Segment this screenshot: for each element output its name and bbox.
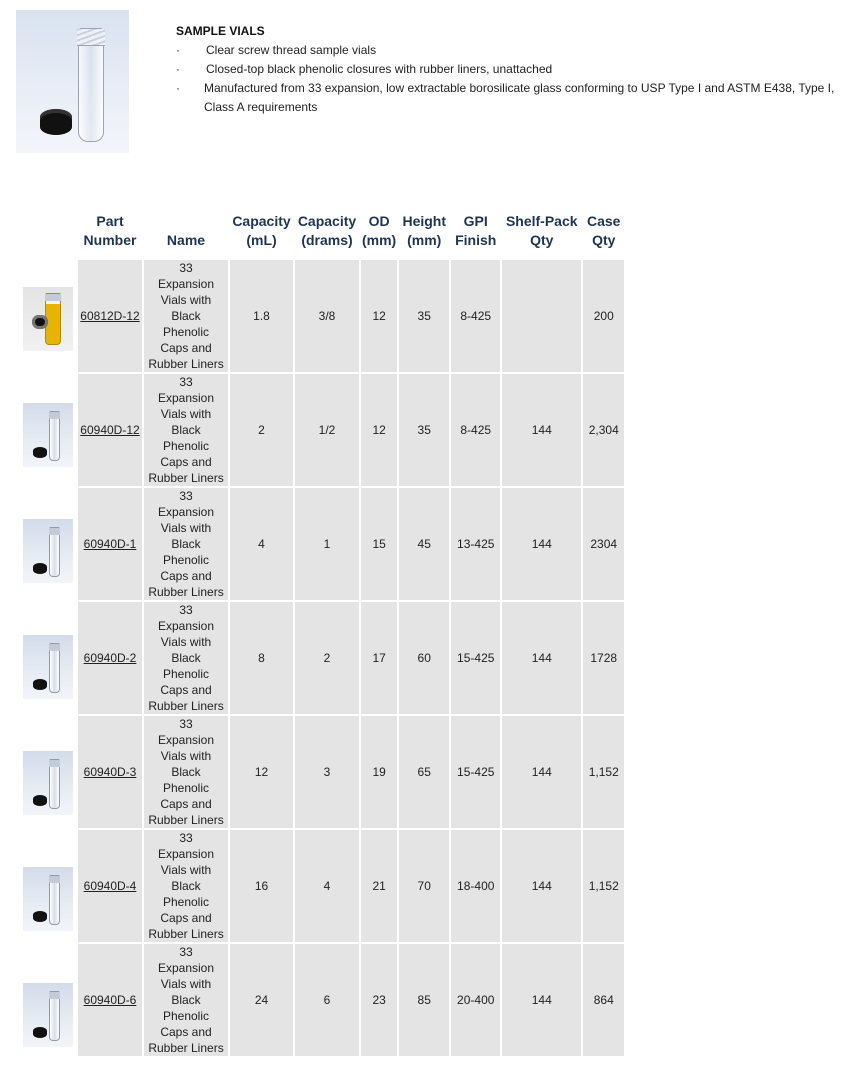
clear-vial-photo[interactable] [23, 983, 73, 1047]
table-row [78, 830, 624, 942]
clear-vial-photo[interactable] [23, 867, 73, 931]
part-number-cell [78, 716, 142, 828]
clear-vial-photo[interactable] [23, 403, 73, 467]
od-cell: 15 [361, 488, 397, 600]
height-cell: 35 [399, 260, 449, 372]
shelf-pack-qty-cell: 144 [502, 488, 581, 600]
col-part-number: Part Number [78, 210, 142, 258]
case-qty-cell: 1,152 [583, 830, 624, 942]
height-cell: 60 [399, 602, 449, 714]
gpi-finish-cell: 8-425 [451, 374, 500, 486]
cap-shape [40, 109, 72, 135]
part-number-link[interactable]: 60812D-12 [80, 309, 140, 323]
feature-item: · Manufactured from 33 expansion, low extractable borosilicate glass conforming to USP Type I and ASTM E438, Type I, Class A requirements [176, 81, 835, 114]
height-cell: 45 [399, 488, 449, 600]
product-description [176, 22, 840, 117]
part-number-link[interactable]: 60940D-4 [83, 879, 137, 893]
capacity-ml-cell: 4 [230, 488, 293, 600]
shelf-pack-qty-cell: 144 [502, 602, 581, 714]
amber-vial-photo[interactable] [23, 287, 73, 351]
case-qty-cell: 2304 [583, 488, 624, 600]
gpi-finish-cell: 8-425 [451, 260, 500, 372]
height-cell: 85 [399, 944, 449, 1056]
bullet-icon: · [176, 81, 180, 95]
shelf-pack-qty-cell: 144 [502, 944, 581, 1056]
gpi-finish-cell: 18-400 [451, 830, 500, 942]
shelf-pack-qty-cell [502, 260, 581, 372]
part-number-link[interactable]: 60940D-12 [80, 423, 140, 437]
capacity-ml-cell: 1.8 [230, 260, 293, 372]
name-cell: 33 Expansion Vials with Black Phenolic Caps and Rubber Liners [144, 830, 228, 942]
capacity-drams-cell: 6 [295, 944, 359, 1056]
part-number-cell [78, 260, 142, 372]
part-number-cell [78, 374, 142, 486]
gpi-finish-cell: 20-400 [451, 944, 500, 1056]
capacity-ml-cell: 8 [230, 602, 293, 714]
case-qty-cell: 2,304 [583, 374, 624, 486]
col-height: Height (mm) [399, 210, 449, 258]
od-cell: 21 [361, 830, 397, 942]
clear-vial-photo[interactable] [23, 751, 73, 815]
capacity-drams-cell: 2 [295, 602, 359, 714]
col-case-qty: Case Qty [583, 210, 624, 258]
part-number-cell [78, 488, 142, 600]
col-od: OD (mm) [361, 210, 397, 258]
capacity-ml-cell: 16 [230, 830, 293, 942]
name-cell: 33 Expansion Vials with Black Phenolic Caps and Rubber Liners [144, 944, 228, 1056]
capacity-drams-cell: 4 [295, 830, 359, 942]
od-cell: 23 [361, 944, 397, 1056]
case-qty-cell: 200 [583, 260, 624, 372]
col-name: Name [144, 210, 228, 258]
table-row [78, 944, 624, 1056]
col-gpi-finish: GPI Finish [451, 210, 500, 258]
gpi-finish-cell: 13-425 [451, 488, 500, 600]
shelf-pack-qty-cell: 144 [502, 374, 581, 486]
part-number-link[interactable]: 60940D-1 [83, 537, 137, 551]
shelf-pack-qty-cell: 144 [502, 830, 581, 942]
height-cell: 70 [399, 830, 449, 942]
table-row [78, 716, 624, 828]
capacity-drams-cell: 3 [295, 716, 359, 828]
col-shelf-pack-qty: Shelf-Pack Qty [502, 210, 581, 258]
part-number-cell [78, 602, 142, 714]
height-cell: 35 [399, 374, 449, 486]
capacity-drams-cell: 1/2 [295, 374, 359, 486]
clear-vial-photo[interactable] [23, 635, 73, 699]
sample-vial-image [16, 10, 129, 153]
name-cell: 33 Expansion Vials with Black Phenolic Caps and Rubber Liners [144, 374, 228, 486]
vial-shape [78, 28, 104, 142]
height-cell: 65 [399, 716, 449, 828]
feature-item: · Clear screw thread sample vials [176, 41, 840, 60]
part-number-link[interactable]: 60940D-3 [83, 765, 137, 779]
part-number-link[interactable]: 60940D-6 [83, 993, 137, 1007]
feature-item: · Closed-top black phenolic closures with rubber liners, unattached [176, 60, 840, 79]
table-header-row [78, 210, 624, 258]
col-capacity-drams: Capacity (drams) [295, 210, 359, 258]
shelf-pack-qty-cell: 144 [502, 716, 581, 828]
capacity-drams-cell: 3/8 [295, 260, 359, 372]
product-title: SAMPLE VIALS [176, 24, 265, 38]
od-cell: 12 [361, 260, 397, 372]
part-number-cell [78, 830, 142, 942]
name-cell: 33 Expansion Vials with Black Phenolic Caps and Rubber Liners [144, 716, 228, 828]
table-row [78, 374, 624, 486]
capacity-ml-cell: 12 [230, 716, 293, 828]
bullet-icon: · [176, 62, 180, 76]
gpi-finish-cell: 15-425 [451, 602, 500, 714]
od-cell: 17 [361, 602, 397, 714]
case-qty-cell: 864 [583, 944, 624, 1056]
table-row [78, 488, 624, 600]
name-cell: 33 Expansion Vials with Black Phenolic Caps and Rubber Liners [144, 602, 228, 714]
table-row [78, 602, 624, 714]
name-cell: 33 Expansion Vials with Black Phenolic Caps and Rubber Liners [144, 260, 228, 372]
clear-vial-photo[interactable] [23, 519, 73, 583]
bullet-icon: · [176, 43, 180, 57]
case-qty-cell: 1728 [583, 602, 624, 714]
capacity-ml-cell: 24 [230, 944, 293, 1056]
table-row [78, 260, 624, 372]
part-number-cell [78, 944, 142, 1056]
case-qty-cell: 1,152 [583, 716, 624, 828]
capacity-drams-cell: 1 [295, 488, 359, 600]
od-cell: 12 [361, 374, 397, 486]
capacity-ml-cell: 2 [230, 374, 293, 486]
spec-table [76, 208, 626, 1058]
gpi-finish-cell: 15-425 [451, 716, 500, 828]
feature-list [176, 41, 840, 117]
name-cell: 33 Expansion Vials with Black Phenolic Caps and Rubber Liners [144, 488, 228, 600]
col-capacity-ml: Capacity (mL) [230, 210, 293, 258]
od-cell: 19 [361, 716, 397, 828]
part-number-link[interactable]: 60940D-2 [83, 651, 137, 665]
